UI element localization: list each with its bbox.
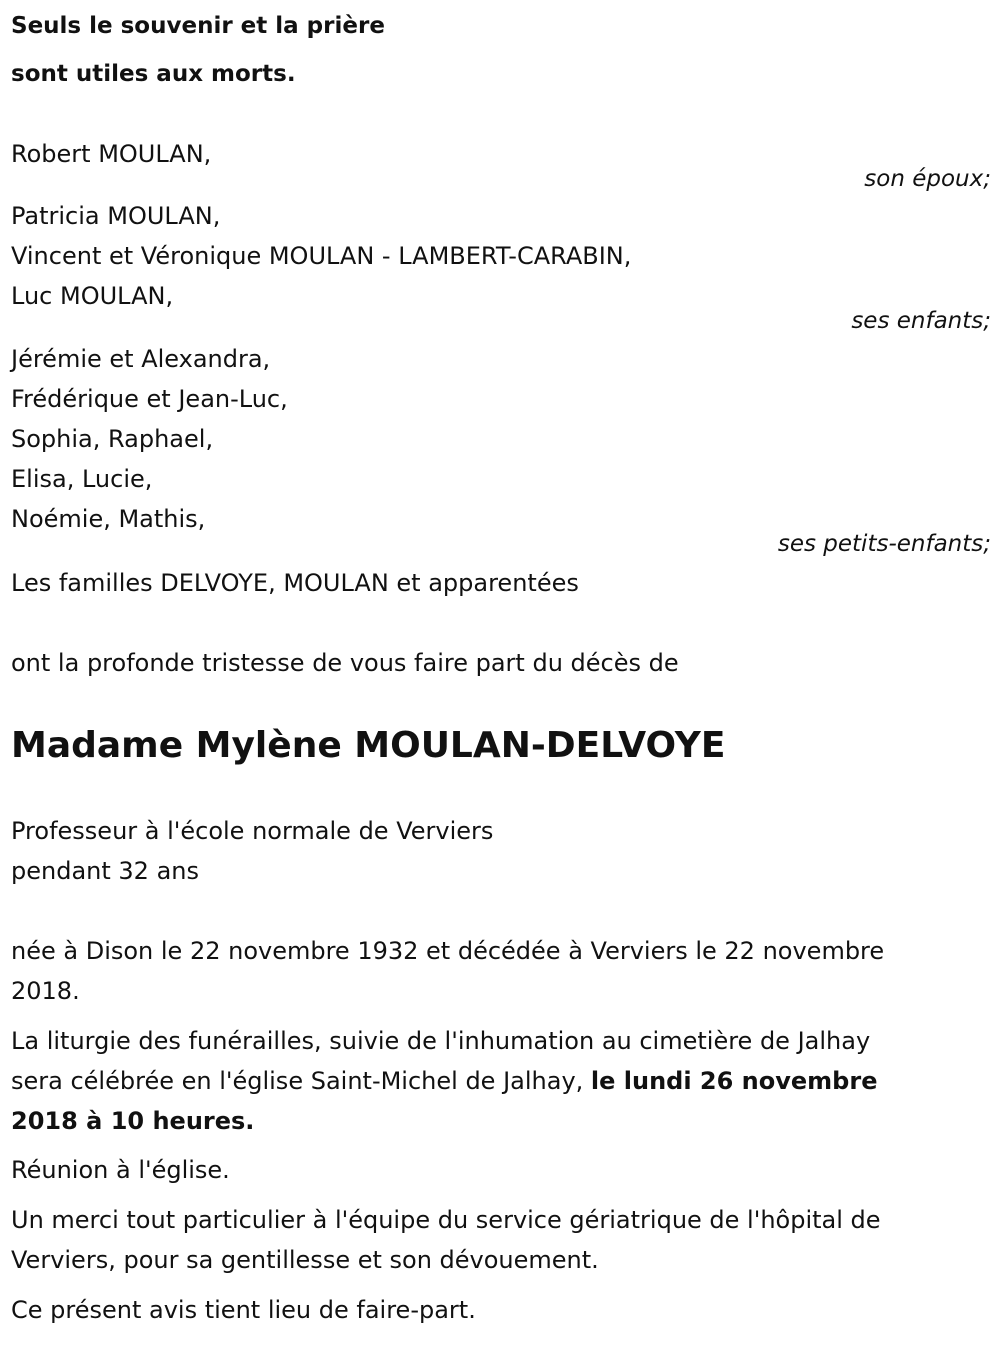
funeral-church-text: sera célébrée en l'église Saint-Michel de Jalhay,	[11, 1067, 591, 1095]
grandchild-name: Jérémie et Alexandra,	[11, 345, 271, 373]
grandchild-name: Frédérique et Jean-Luc,	[11, 385, 288, 413]
funeral-line-1: La liturgie des funérailles, suivie de l'inhumation au cimetière de Jalhay	[11, 1027, 871, 1055]
profession-line-2: pendant 32 ans	[11, 857, 199, 885]
thanks-line-2: Verviers, pour sa gentillesse et son dévouement.	[11, 1246, 599, 1274]
funeral-date-text: le lundi 26 novembre	[590, 1067, 878, 1095]
spouse-role: son époux;	[864, 166, 991, 192]
child-name: Patricia MOULAN,	[11, 202, 221, 230]
grandchild-name: Noémie, Mathis,	[11, 505, 206, 533]
birth-death-line-2: 2018.	[11, 977, 80, 1005]
thanks-line-1: Un merci tout particulier à l'équipe du service gériatrique de l'hôpital de	[11, 1206, 881, 1234]
grandchild-name: Sophia, Raphael,	[11, 425, 214, 453]
funeral-line-2	[11, 1061, 877, 1101]
deceased-name: Madame Mylène MOULAN-DELVOYE	[11, 725, 726, 766]
children-role: ses enfants;	[851, 308, 991, 334]
child-name: Luc MOULAN,	[11, 282, 174, 310]
announcement-line: ont la profonde tristesse de vous faire part du décès de	[11, 649, 679, 677]
grandchildren-role: ses petits-enfants;	[777, 531, 991, 557]
child-name: Vincent et Véronique MOULAN - LAMBERT-CARABIN,	[11, 242, 632, 270]
funeral-time-text: 2018 à 10 heures.	[11, 1107, 255, 1135]
spouse-name: Robert MOULAN,	[11, 140, 212, 168]
meeting-line: Réunion à l'église.	[11, 1156, 230, 1184]
quote-line-2: sont utiles aux morts.	[11, 61, 296, 87]
obituary-notice	[11, 0, 991, 1345]
birth-death-line-1: née à Dison le 22 novembre 1932 et décédée à Verviers le 22 novembre	[11, 937, 885, 965]
quote-line-1: Seuls le souvenir et la prière	[11, 13, 385, 39]
profession-line-1: Professeur à l'école normale de Verviers	[11, 817, 494, 845]
notice-line: Ce présent avis tient lieu de faire-part.	[11, 1296, 476, 1324]
grandchild-name: Elisa, Lucie,	[11, 465, 153, 493]
families-line: Les familles DELVOYE, MOULAN et apparentées	[11, 569, 579, 597]
